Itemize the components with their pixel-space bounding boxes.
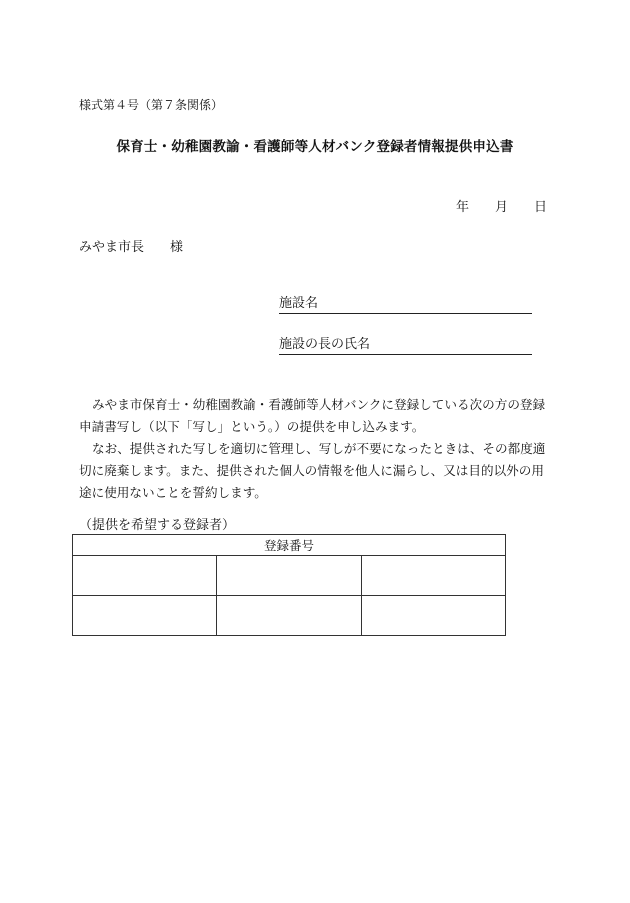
registration-number-cell[interactable]	[361, 596, 505, 636]
registration-number-cell[interactable]	[217, 596, 361, 636]
registration-number-header: 登録番号	[73, 535, 506, 556]
registrant-table	[72, 534, 506, 636]
registrant-table-caption: （提供を希望する登録者）	[79, 518, 236, 533]
declaration-paragraph-2: なお、提供された写しを適切に管理し、写しが不要になったときは、その都度適切に廃棄します。また、提供された個人の情報を他人に漏らし、又は目的以外の用途に使用ないことを誓約します。	[79, 441, 546, 500]
date-month-label: 月	[495, 200, 509, 215]
facility-name-label: 施設名	[279, 296, 319, 311]
document-title: 保育士・幼稚園教諭・看護師等人材バンク登録者情報提供申込書	[116, 139, 514, 155]
addressee-honorific: 様	[170, 240, 184, 255]
registration-number-cell[interactable]	[73, 556, 217, 596]
addressee	[79, 236, 183, 255]
facility-head-name-label: 施設の長の氏名	[279, 337, 371, 352]
addressee-name: みやま市長	[79, 240, 145, 255]
registration-number-cell[interactable]	[217, 556, 361, 596]
form-number: 様式第４号（第７条関係）	[79, 98, 224, 112]
facility-head-name-field[interactable]	[279, 336, 532, 355]
registration-number-cell[interactable]	[361, 556, 505, 596]
date-line	[456, 196, 547, 215]
table-row	[73, 556, 506, 596]
registration-number-cell[interactable]	[73, 596, 217, 636]
table-row	[73, 596, 506, 636]
declaration-paragraph-1: みやま市保育士・幼稚園教諭・看護師等人材バンクに登録している次の方の登録申請書写し（以下「写し」という。）の提供を申し込みます。	[79, 397, 546, 434]
declaration-text	[79, 394, 554, 504]
date-year-label: 年	[456, 200, 470, 215]
date-day-label: 日	[534, 200, 548, 215]
facility-name-field[interactable]	[279, 295, 532, 314]
